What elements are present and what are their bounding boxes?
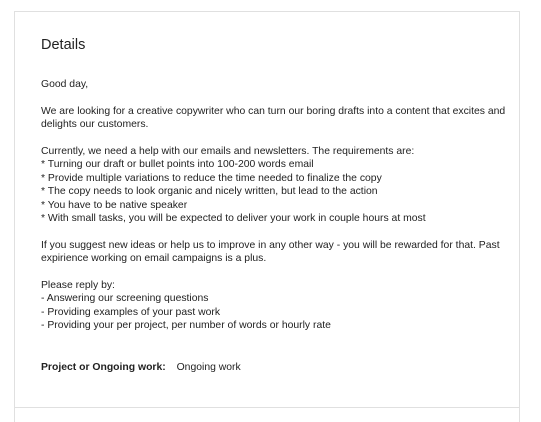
details-heading: Details xyxy=(41,37,86,53)
requirements-list xyxy=(41,158,511,225)
requirement-item: * Provide multiple variations to reduce the time needed to finalize the copy xyxy=(41,172,382,184)
section-divider xyxy=(14,407,520,408)
requirements-block xyxy=(41,145,511,225)
reply-list xyxy=(41,292,511,332)
reply-item: - Answering our screening questions xyxy=(41,293,209,305)
requirement-item: * Turning our draft or bullet points into 100-200 words email xyxy=(41,159,314,171)
reward-text: If you suggest new ideas or help us to improve in any other way - you will be rewarded for that. Past expirience working on email campaigns is a plus. xyxy=(41,239,500,265)
requirement-item: * The copy needs to look organic and nicely written, but lead to the action xyxy=(41,186,378,198)
reply-intro: Please reply by: xyxy=(41,280,115,292)
requirements-intro: Currently, we need a help with our emails and newsletters. The requirements are: xyxy=(41,146,415,157)
reply-item: - Providing examples of your past work xyxy=(41,306,221,318)
job-description xyxy=(41,78,511,346)
project-type-label: Project or Ongoing work: xyxy=(41,362,166,373)
requirement-item: * With small tasks, you will be expected to deliver your work in couple hours at most xyxy=(41,213,426,225)
reply-block xyxy=(41,279,511,333)
requirement-item: * You have to be native speaker xyxy=(41,199,188,211)
project-type-row xyxy=(41,361,241,374)
reply-item: - Providing your per project, per number of words or hourly rate xyxy=(41,320,331,332)
intro-text: We are looking for a creative copywriter who can turn our boring drafts into a content that excites and delights our customers. xyxy=(41,105,506,131)
greeting-text: Good day, xyxy=(41,79,89,90)
project-type-value: Ongoing work xyxy=(176,362,241,373)
